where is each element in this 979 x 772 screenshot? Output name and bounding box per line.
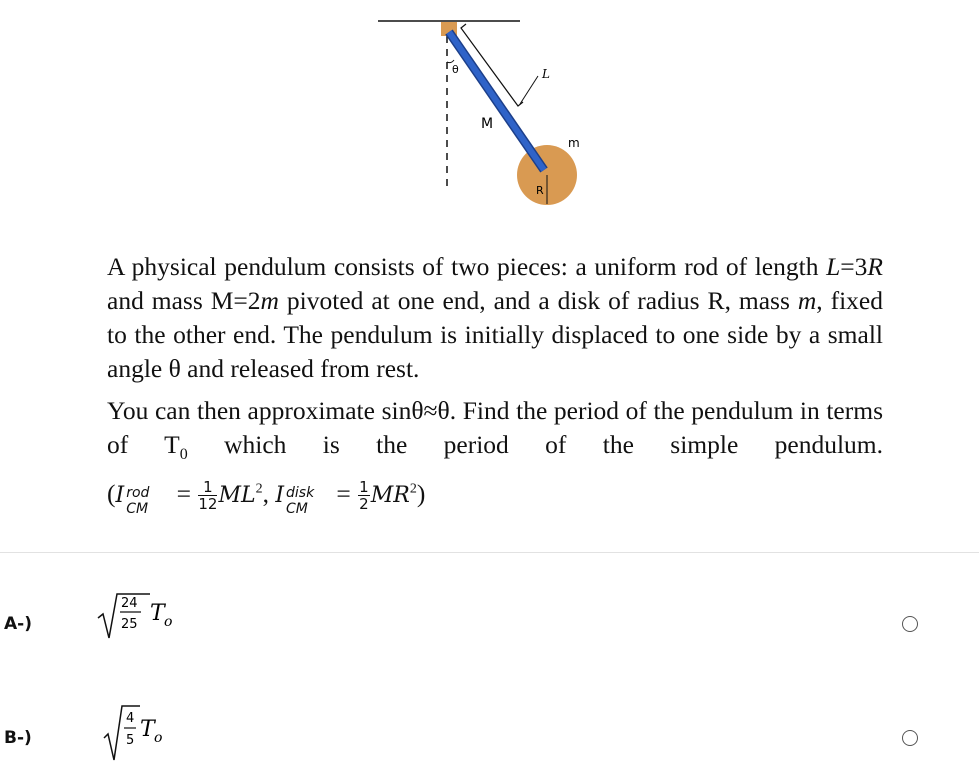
question-text <box>107 250 883 517</box>
question-paragraph-2: You can then approximate sinθ≈θ. Find the period of the pendulum in terms of $T_0$ which is the period of the simple pendulum.(I rod CM = $\frac{1}{12}$ $ML^2$, I disk CM = $\frac{1}{2}$ $MR^2$) <box>107 396 883 517</box>
question-paragraph-1: A physical pendulum consists of two pieces: a uniform rod of length L=3R and mass M=2m pivoted at one end, and a disk of radius R, mass m, fixed to the other end. The pendulum is initially displaced to one side by a small angle θ and released from rest. <box>107 252 883 383</box>
option-b-num: 4 <box>126 711 135 726</box>
option-a-label: A-) <box>4 614 32 634</box>
option-b-T: T <box>140 717 155 742</box>
option-b-sub: o <box>154 730 163 746</box>
radius-label: R <box>536 184 544 197</box>
option-b-den: 5 <box>126 733 135 748</box>
theta-label: θ <box>452 63 459 76</box>
rod-fill <box>449 32 544 170</box>
moment-of-inertia-formula: (I rod CM = $\frac{1}{12}$ $ML^2$, I disk CM = $\frac{1}{2}$ $MR^2$) <box>107 478 426 517</box>
option-a-math <box>92 588 202 650</box>
answer-option-a[interactable] <box>0 588 979 658</box>
option-a-T: T <box>150 601 165 626</box>
option-a-radio[interactable] <box>902 616 918 632</box>
rod-mass-label: M <box>481 116 494 132</box>
option-a-num: 24 <box>121 596 138 611</box>
option-a-sub: o <box>164 614 173 630</box>
option-b-math <box>92 702 202 764</box>
length-label: L <box>542 67 550 81</box>
option-b-radio[interactable] <box>902 730 918 746</box>
options-divider <box>0 552 979 553</box>
option-a-den: 25 <box>121 617 138 632</box>
length-leader <box>520 76 538 104</box>
sqrt-symbol <box>104 706 140 760</box>
answer-option-b[interactable] <box>0 700 979 770</box>
disk-mass-label: m <box>568 136 580 150</box>
pendulum-diagram <box>370 10 600 210</box>
option-b-label: B-) <box>4 728 32 748</box>
